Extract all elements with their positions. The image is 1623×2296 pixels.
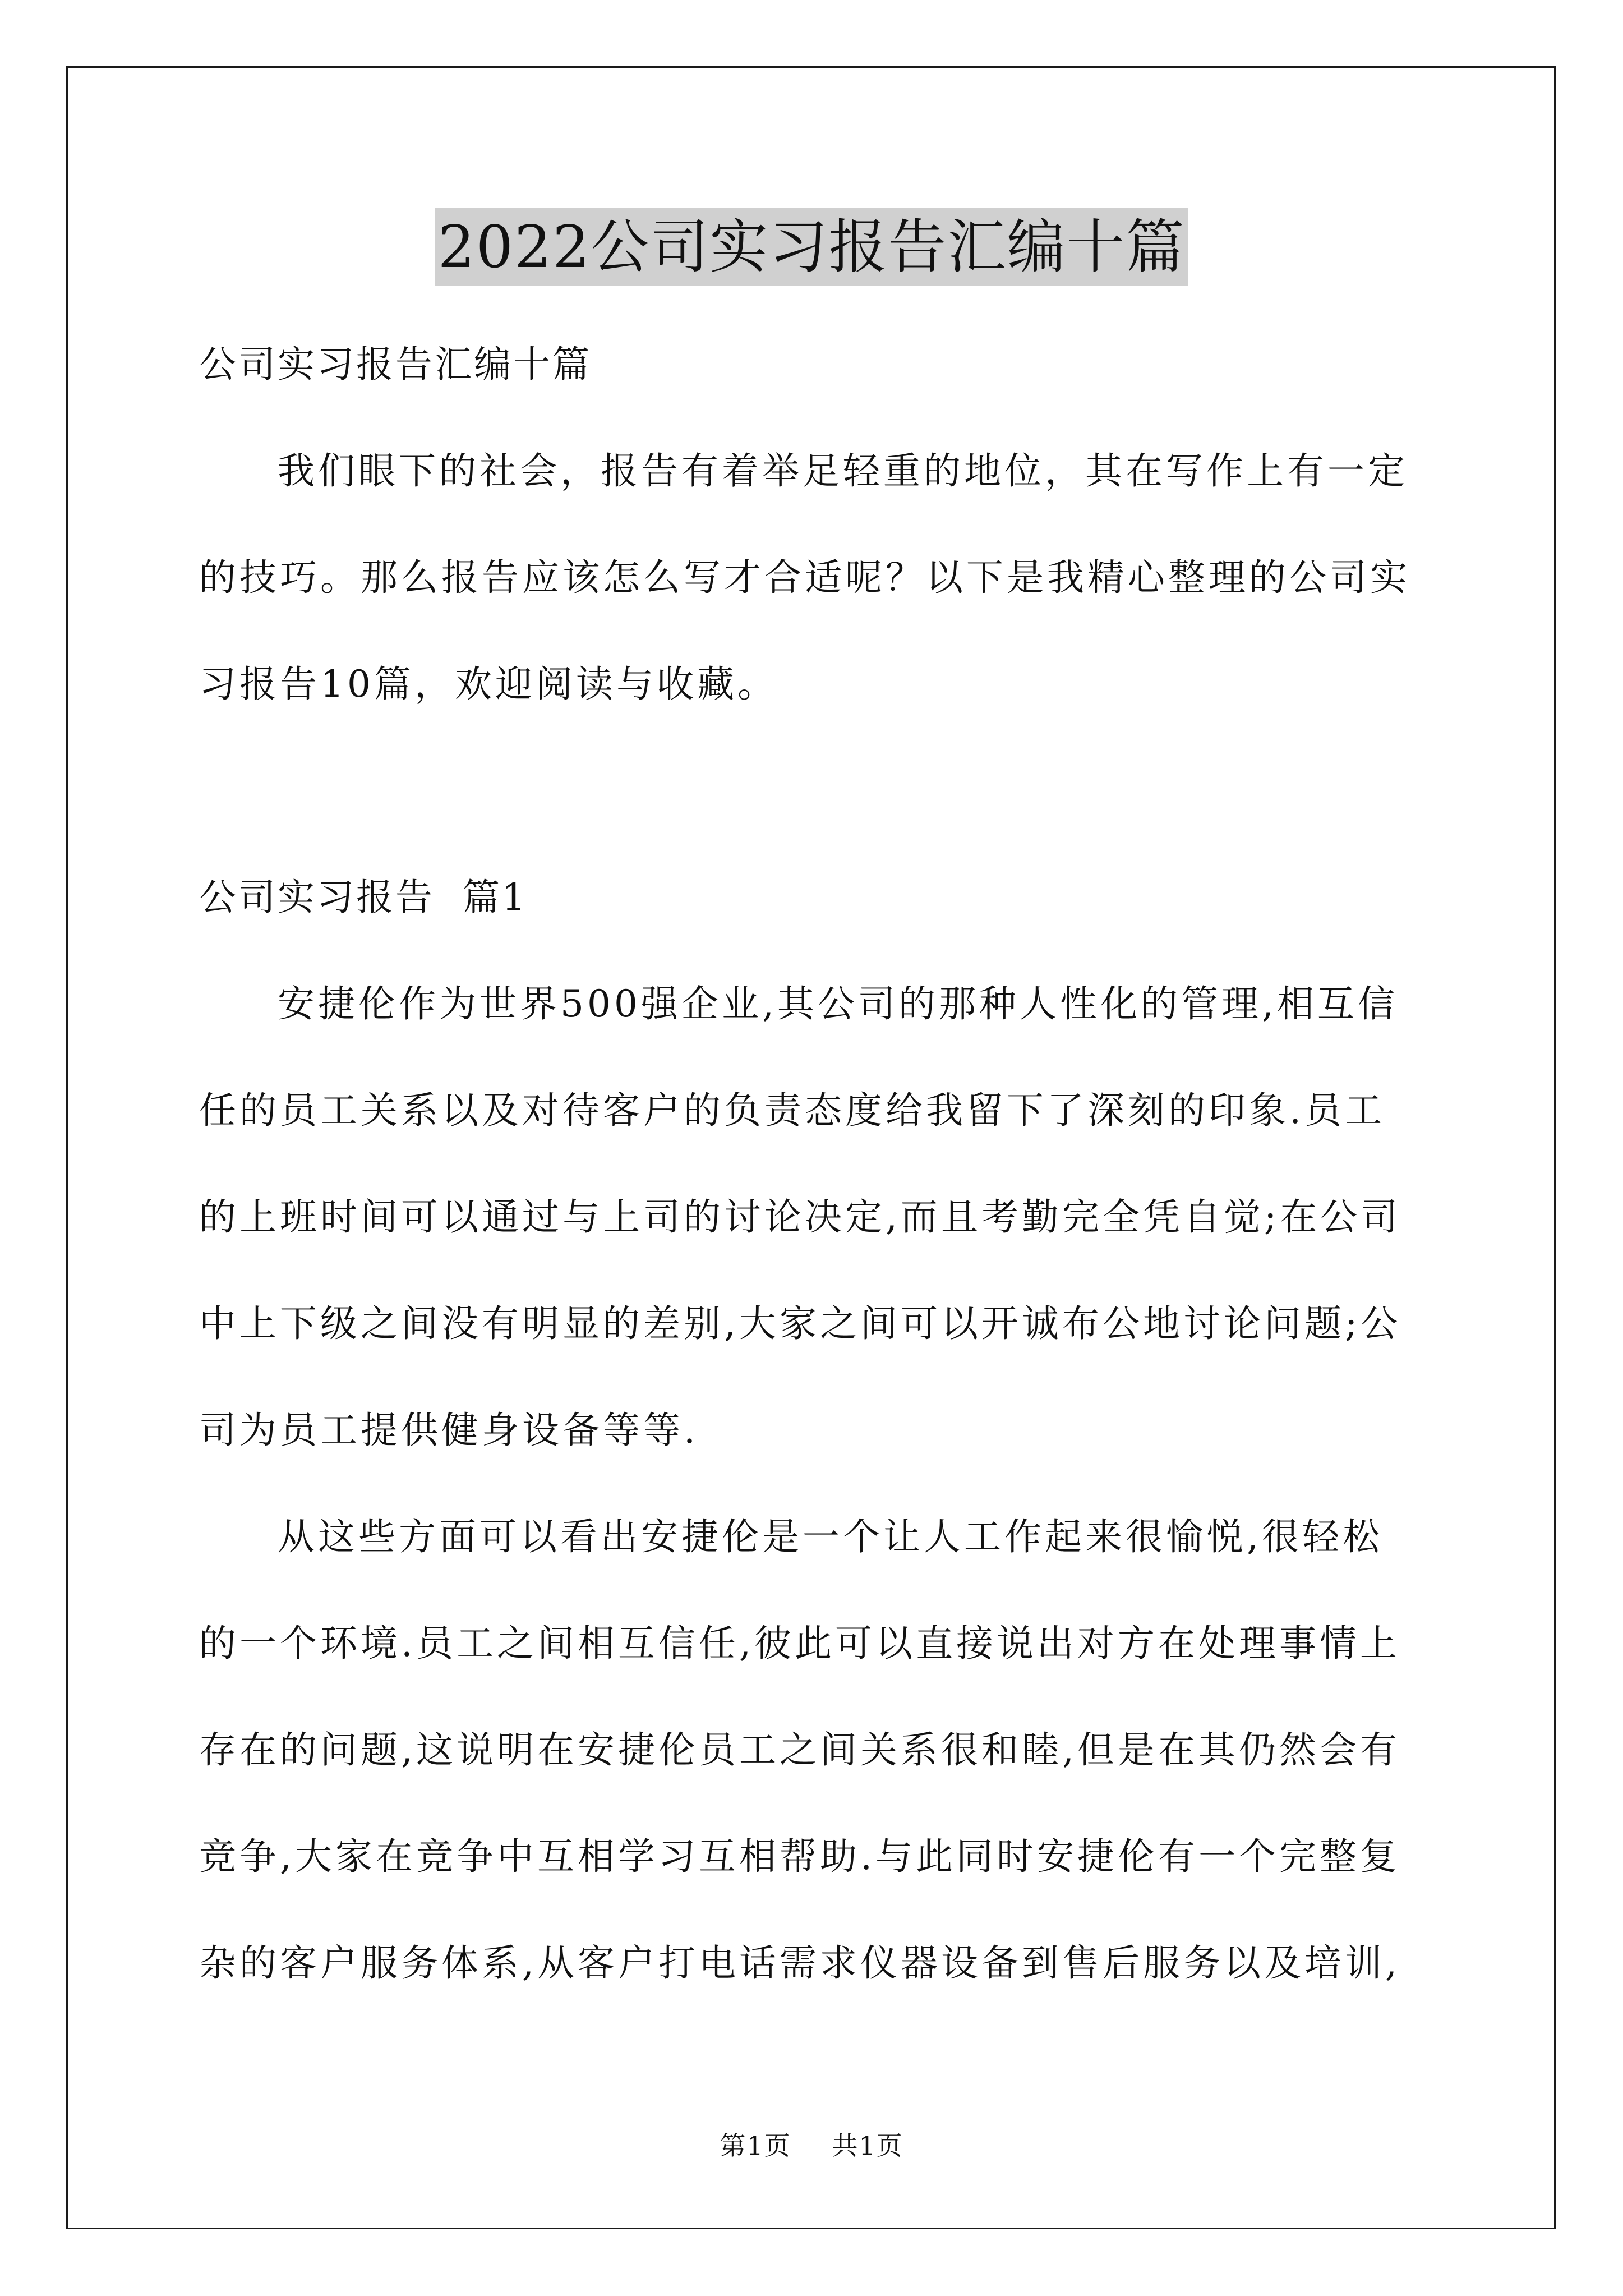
paragraph-2: [199, 1484, 1433, 2017]
paragraph-line: 竞争,大家在竞争中互相学习互相帮助.与此同时安捷伦有一个完整复: [199, 1835, 1400, 1878]
paragraph-line: 的上班时间可以通过与上司的讨论决定,而且考勤完全凭自觉;在公司: [199, 1195, 1401, 1239]
intro-line: 的技巧。那么报告应该怎么写才合适呢？以下是我精心整理的公司实: [199, 556, 1410, 599]
spacer: [199, 738, 1433, 844]
paragraph-line: 从这些方面可以看出安捷伦是一个让人工作起来很愉悦,很轻松: [278, 1515, 1383, 1558]
paragraph-line: 安捷伦作为世界500强企业,其公司的那种人性化的管理,相互信: [278, 982, 1398, 1025]
paragraph-1: [199, 951, 1433, 1484]
intro-line: 习报告10篇，欢迎阅读与收藏。: [199, 662, 778, 706]
document-subtitle: 公司实习报告汇编十篇: [199, 343, 592, 386]
page-number: 第1页: [720, 2131, 791, 2161]
intro-paragraph: [199, 418, 1433, 738]
document-body: [199, 311, 1433, 2017]
page-total: 共1页: [832, 2131, 903, 2161]
paragraph-line: 中上下级之间没有明显的差别,大家之间可以开诚布公地讨论问题;公: [199, 1302, 1401, 1345]
paragraph-line: 司为员工提供健身设备等等.: [199, 1409, 699, 1452]
page-footer: [0, 2129, 1623, 2162]
title-container: [0, 208, 1623, 286]
intro-line: 我们眼下的社会，报告有着举足轻重的地位，其在写作上有一定: [278, 449, 1408, 493]
paragraph-line: 任的员工关系以及对待客户的负责态度给我留下了深刻的印象.员工: [199, 1089, 1385, 1132]
paragraph-line: 存在的问题,这说明在安捷伦员工之间关系很和睦,但是在其仍然会有: [199, 1728, 1400, 1772]
document-title: 2022公司实习报告汇编十篇: [435, 208, 1189, 286]
section-heading: 公司实习报告 篇1: [199, 876, 528, 919]
paragraph-line: 的一个环境.员工之间相互信任,彼此可以直接说出对方在处理事情上: [199, 1622, 1400, 1665]
paragraph-line: 杂的客户服务体系,从客户打电话需求仪器设备到售后服务以及培训,: [199, 1941, 1400, 1985]
